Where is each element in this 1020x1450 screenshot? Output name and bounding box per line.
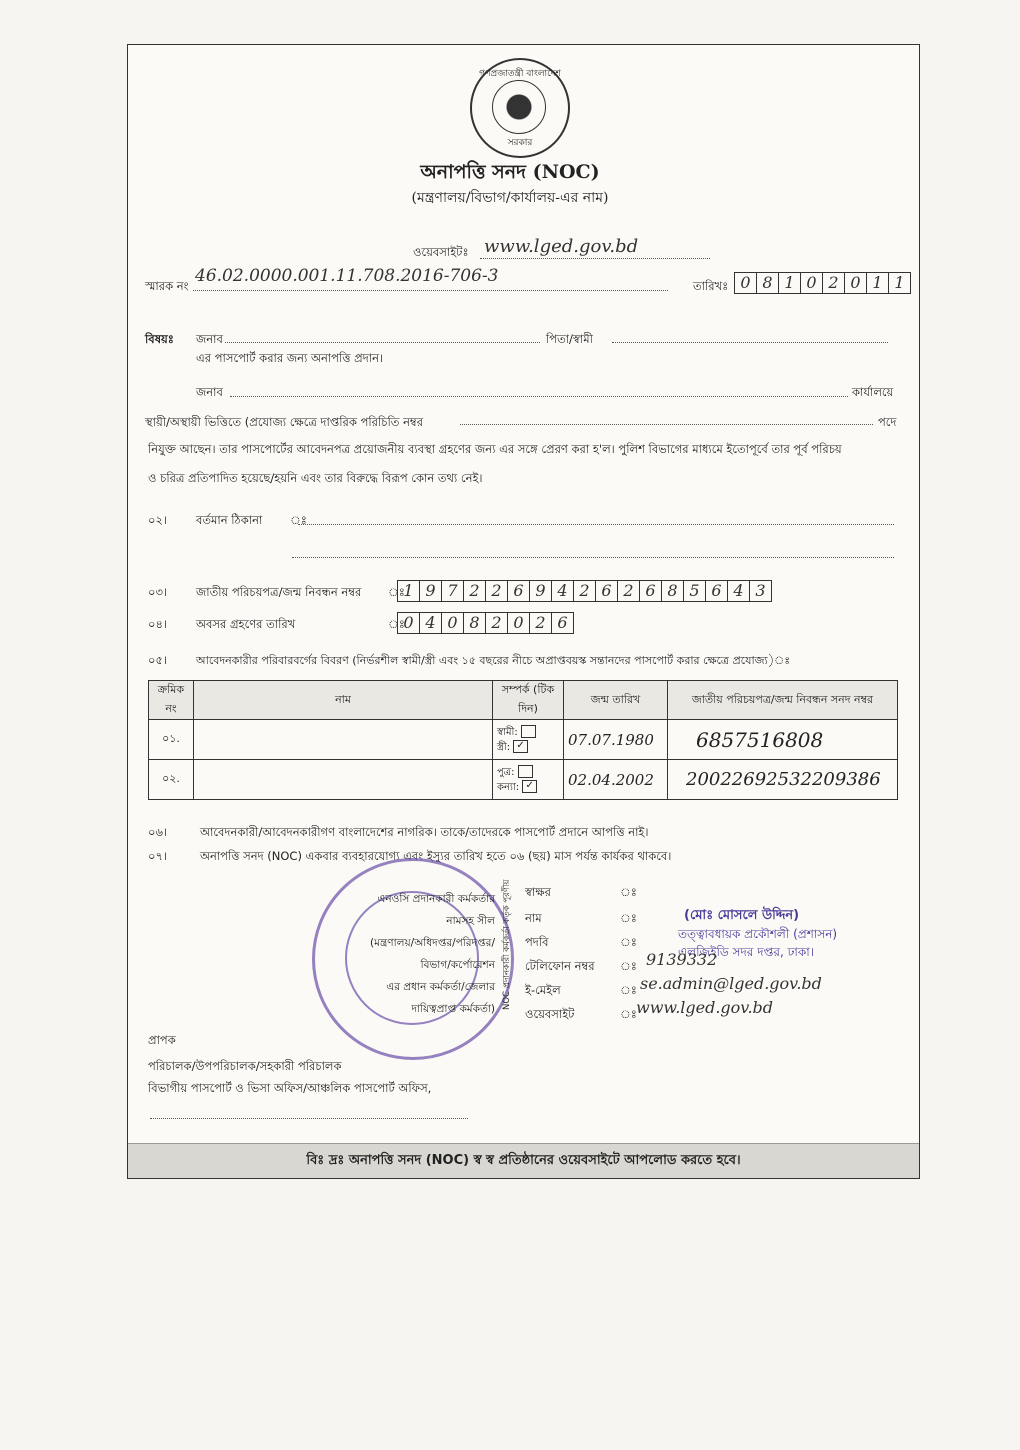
body-paragraph-2: ও চরিত্র প্রতিপাদিত হয়েছে/হয়নি এবং তার বিরুদ্ধে বিরূপ কোন তথ্য নেই। <box>148 471 483 485</box>
table-row: ০২. পুত্র: কন্যা: ✓ 02.04.2002 20022692532209386 <box>149 760 898 800</box>
retirement-boxes: 0 4 0 8 2 0 2 6 <box>398 612 574 634</box>
seal-bottom-text: সরকার <box>507 138 533 148</box>
memo-label: স্মারক নং <box>145 279 189 293</box>
member-dob: 02.04.2002 <box>564 760 668 800</box>
footer-note: বিঃ দ্রঃ অনাপত্তি সনদ (NOC) স্ব স্ব প্রতিষ্ঠানের ওয়েবসাইটে আপলোড করতে হবে। <box>128 1143 919 1178</box>
officer-website: www.lged.gov.bd <box>636 998 774 1017</box>
member-name <box>194 720 493 760</box>
col-name: নাম <box>194 681 493 720</box>
retirement-label: অবসর গ্রহণের তারিখ <box>196 617 296 631</box>
recipient-line-2: বিভাগীয় পাসপোর্ট ও ভিসা অফিস/আঞ্চলিক পাসপোর্ট অফিস, <box>148 1081 432 1095</box>
officer-designation: তত্ত্বাবধায়ক প্রকৌশলী (প্রশাসন) <box>678 927 838 941</box>
item05-num: ০৫। <box>148 653 168 667</box>
government-seal <box>470 58 570 158</box>
member-id: 20022692532209386 <box>668 760 898 800</box>
recipient-line-1: পরিচালক/উপপরিচালক/সহকারী পরিচালক <box>148 1059 342 1073</box>
col-nid: জাতীয় পরিচয়পত্র/জন্ম নিবন্ধন সনদ নম্বর <box>668 681 898 720</box>
family-label: আবেদনকারীর পরিবারবর্গের বিবরণ (নির্ভরশীল স্বামী/স্ত্রী এবং ১৫ বছরের নীচে অপ্রাপ্তবয়স্ক সন্তানদের পাসপোর্ট করার ক্ষেত্রে প্রযোজ্য)ঃ <box>196 654 791 667</box>
sthayi-label: স্থায়ী/অস্থায়ী ভিত্তিতে (প্রযোজ্য ক্ষেত্রে দাপ্তরিক পরিচিতি নম্বর <box>145 415 424 429</box>
member-dob: 07.07.1980 <box>564 720 668 760</box>
office-label: কার্যালয়ে <box>852 385 894 399</box>
date-label: তারিখঃ <box>693 279 729 293</box>
subject-line2: এর পাসপোর্ট করার জন্য অনাপত্তি প্রদান। <box>196 351 384 365</box>
officer-phone: 9139332 <box>646 950 718 969</box>
janab-label: জনাব <box>196 332 223 346</box>
document-title: অনাপত্তি সনদ (NOC) <box>420 161 600 183</box>
pade-label: পদে <box>878 415 897 429</box>
col-serial: ক্রমিক নং <box>149 681 194 720</box>
item06-num: ০৬। <box>148 825 168 839</box>
date-boxes: 0 8 1 0 2 0 1 1 <box>735 272 911 294</box>
item02-num: ০২। <box>148 513 168 527</box>
member-name <box>194 760 493 800</box>
item07-text: অনাপত্তি সনদ (NOC) একবার ব্যবহারযোগ্য এবং ইস্যুর তারিখ হতে ০৬ (ছয়) মাস পর্যন্ত কার্যকর থাকবে। <box>200 849 672 863</box>
nid-label: জাতীয় পরিচয়পত্র/জন্ম নিবন্ধন নম্বর <box>196 585 362 599</box>
prapok-label: প্রাপক <box>148 1033 176 1047</box>
website-label: ওয়েবসাইটঃ <box>413 245 469 259</box>
col-dob: জন্ম তারিখ <box>564 681 668 720</box>
noc-vertical-label: NOC প্রদানকারী কর্মকর্তা কর্তৃক পূরণীয় <box>502 879 512 1010</box>
website-value: www.lged.gov.bd <box>484 236 639 257</box>
document-subtitle: (মন্ত্রণালয়/বিভাগ/কার্যালয়-এর নাম) <box>411 190 609 206</box>
col-relation: সম্পর্ক (টিক দিন) <box>493 681 564 720</box>
address-label: বর্তমান ঠিকানা <box>196 513 263 527</box>
item07-num: ০৭। <box>148 849 168 863</box>
father-label: পিতা/স্বামী <box>546 332 593 346</box>
janab2-label: জনাব <box>196 385 223 399</box>
member-id: 6857516808 <box>668 720 898 760</box>
memo-value: 46.02.0000.001.11.708.2016-706-3 <box>195 266 499 286</box>
table-row: ০১. স্বামী: স্ত্রী: ✓ 07.07.1980 6857516808 <box>149 720 898 760</box>
emblem-icon <box>492 80 546 134</box>
item04-num: ০৪। <box>148 617 168 631</box>
subject-label: বিষয়ঃ <box>145 332 174 346</box>
family-table <box>148 680 898 800</box>
office-line: এলজিইডি সদর দপ্তর, ঢাকা। <box>678 945 815 959</box>
nid-boxes: 1 9 7 2 2 6 9 4 2 6 2 6 8 5 6 4 3 <box>398 580 772 602</box>
officer-email: se.admin@lged.gov.bd <box>640 974 822 993</box>
officer-name: (মোঃ মোসলে উদ্দিন) <box>684 908 800 923</box>
item03-num: ০৩। <box>148 585 168 599</box>
body-paragraph-1: নিযুক্ত আছেন। তার পাসপোর্টের আবেদনপত্র প্রয়োজনীয় ব্যবস্থা গ্রহণের জন্য এর সঙ্গে প্রেরণ করা হ'ল। পুলিশ বিভাগের মাধ্যমে ইতোপূর্বে তার পূর্ব পরিচয় <box>148 442 842 456</box>
seal-top-text: গণপ্রজাতন্ত্রী বাংলাদেশ <box>479 69 561 79</box>
item06-text: আবেদনকারী/আবেদনকারীগণ বাংলাদেশের নাগরিক। তাকে/তাদেরকে পাসপোর্ট প্রদানে আপত্তি নাই। <box>200 825 649 839</box>
